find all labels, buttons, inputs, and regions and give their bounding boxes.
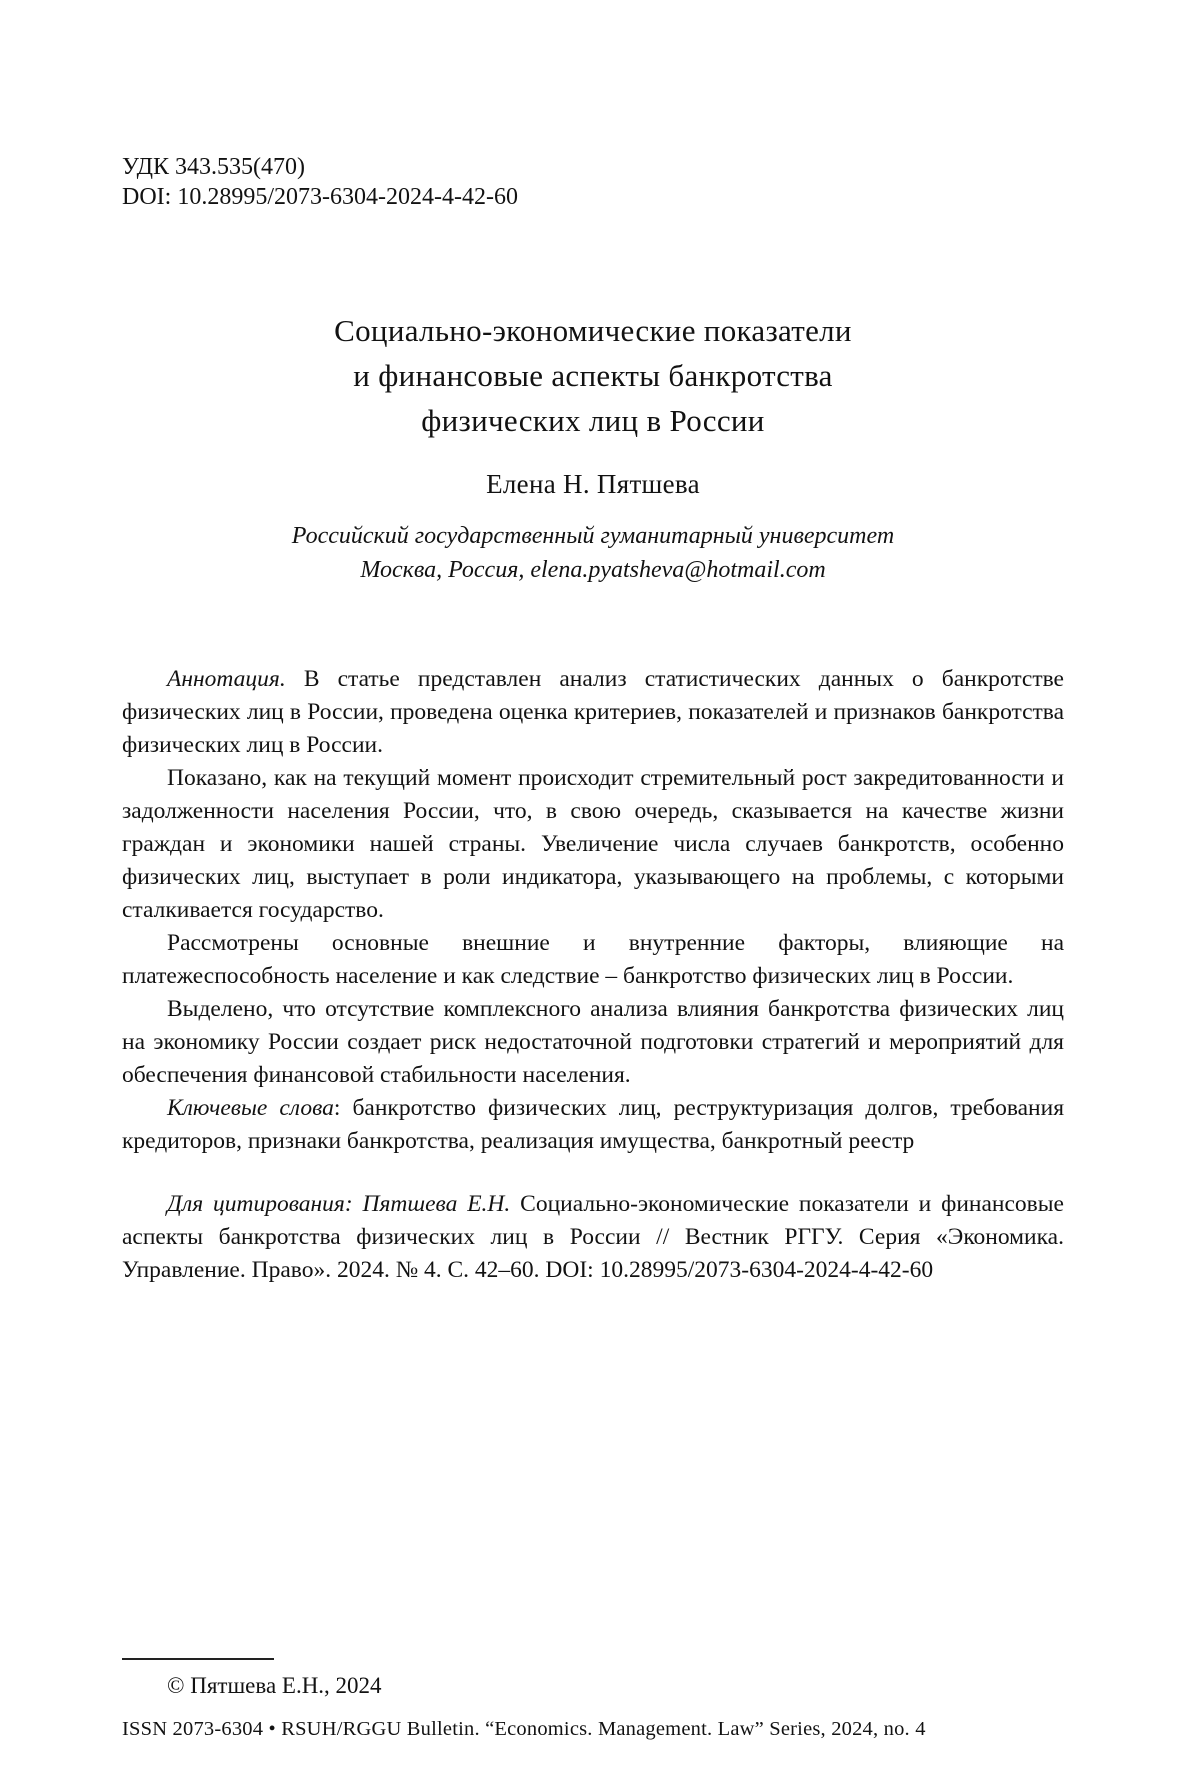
abstract-paragraph-2 [122, 762, 1064, 927]
keywords-text: : банкротство физических лиц, реструктуризация долгов, требования кредиторов, признаки банкротства, реализация имущества, банкротный реестр [122, 1095, 1064, 1154]
doi-line: DOI: 10.28995/2073-6304-2024-4-42-60 [122, 184, 518, 210]
citation-text: Социально-экономические показатели и финансовые аспекты банкротства физических лиц в России // Вестник РГГУ. Серия «Экономика. Управление. Право». 2024. № 4. С. 42–60. DOI: 10.28995/2073-6304-2024-4-42-60 [122, 1191, 1064, 1283]
abstract-paragraph-2-text: Показано, как на текущий момент происходит стремительный рост закредитованности и задолженности населения России, что, в свою очередь, сказывается на качестве жизни граждан и экономики нашей страны. Увеличение числа случаев банкротств, особенно физических лиц, выступает в роли индикатора, указывающего на проблемы, с которыми сталкивается государство. [122, 765, 1064, 923]
article-title-line-1: Социально-экономические показатели [334, 313, 852, 348]
footnote-rule [122, 1658, 274, 1660]
article-header [122, 152, 1064, 212]
copyright-line: © Пятшева Е.Н., 2024 [167, 1673, 382, 1698]
citation-section [122, 1188, 1064, 1287]
affiliation-institution: Российский государственный гуманитарный университет [291, 523, 895, 549]
author-name: Елена Н. Пятшева [486, 469, 700, 499]
abstract-paragraph-3-text: Рассмотрены основные внешние и внутренние факторы, влияющие на платежеспособность население и как следствие – банкротство физических лиц в России. [122, 930, 1064, 989]
citation-paragraph [122, 1188, 1064, 1287]
issn-line: ISSN 2073-6304 • RSUH/RGGU Bulletin. “Economics. Management. Law” Series, 2024, no. 4 [122, 1718, 926, 1740]
keywords-label: Ключевые слова [167, 1095, 334, 1121]
abstract-label: Аннотация. [167, 666, 286, 692]
affiliation-contact: Москва, Россия, elena.pyatsheva@hotmail.com [360, 557, 826, 583]
article-title-line-3: физических лиц в России [421, 403, 765, 438]
abstract-paragraph-1 [122, 663, 1064, 762]
article-title-line-2: и финансовые аспекты банкротства [353, 358, 833, 393]
udk-line: УДК 343.535(470) [122, 154, 305, 180]
author-affiliation [122, 519, 1064, 587]
abstract-paragraph-3 [122, 927, 1064, 993]
page-footer [122, 1658, 1064, 1742]
abstract-paragraph-1-text: В статье представлен анализ статистических данных о банкротстве физических лиц в России, проведена оценка критериев, показателей и признаков банкротства физических лиц в России. [122, 666, 1064, 758]
abstract-section [122, 663, 1064, 1158]
citation-label: Для цитирования: Пятшева Е.Н. [167, 1191, 511, 1217]
abstract-paragraph-4 [122, 993, 1064, 1092]
abstract-paragraph-4-text: Выделено, что отсутствие комплексного анализа влияния банкротства физических лиц на экономику России создает риск недостаточной подготовки стратегий и мероприятий для обеспечения финансовой стабильности населения. [122, 996, 1064, 1088]
keywords-paragraph [122, 1092, 1064, 1158]
article-title [122, 308, 1064, 443]
